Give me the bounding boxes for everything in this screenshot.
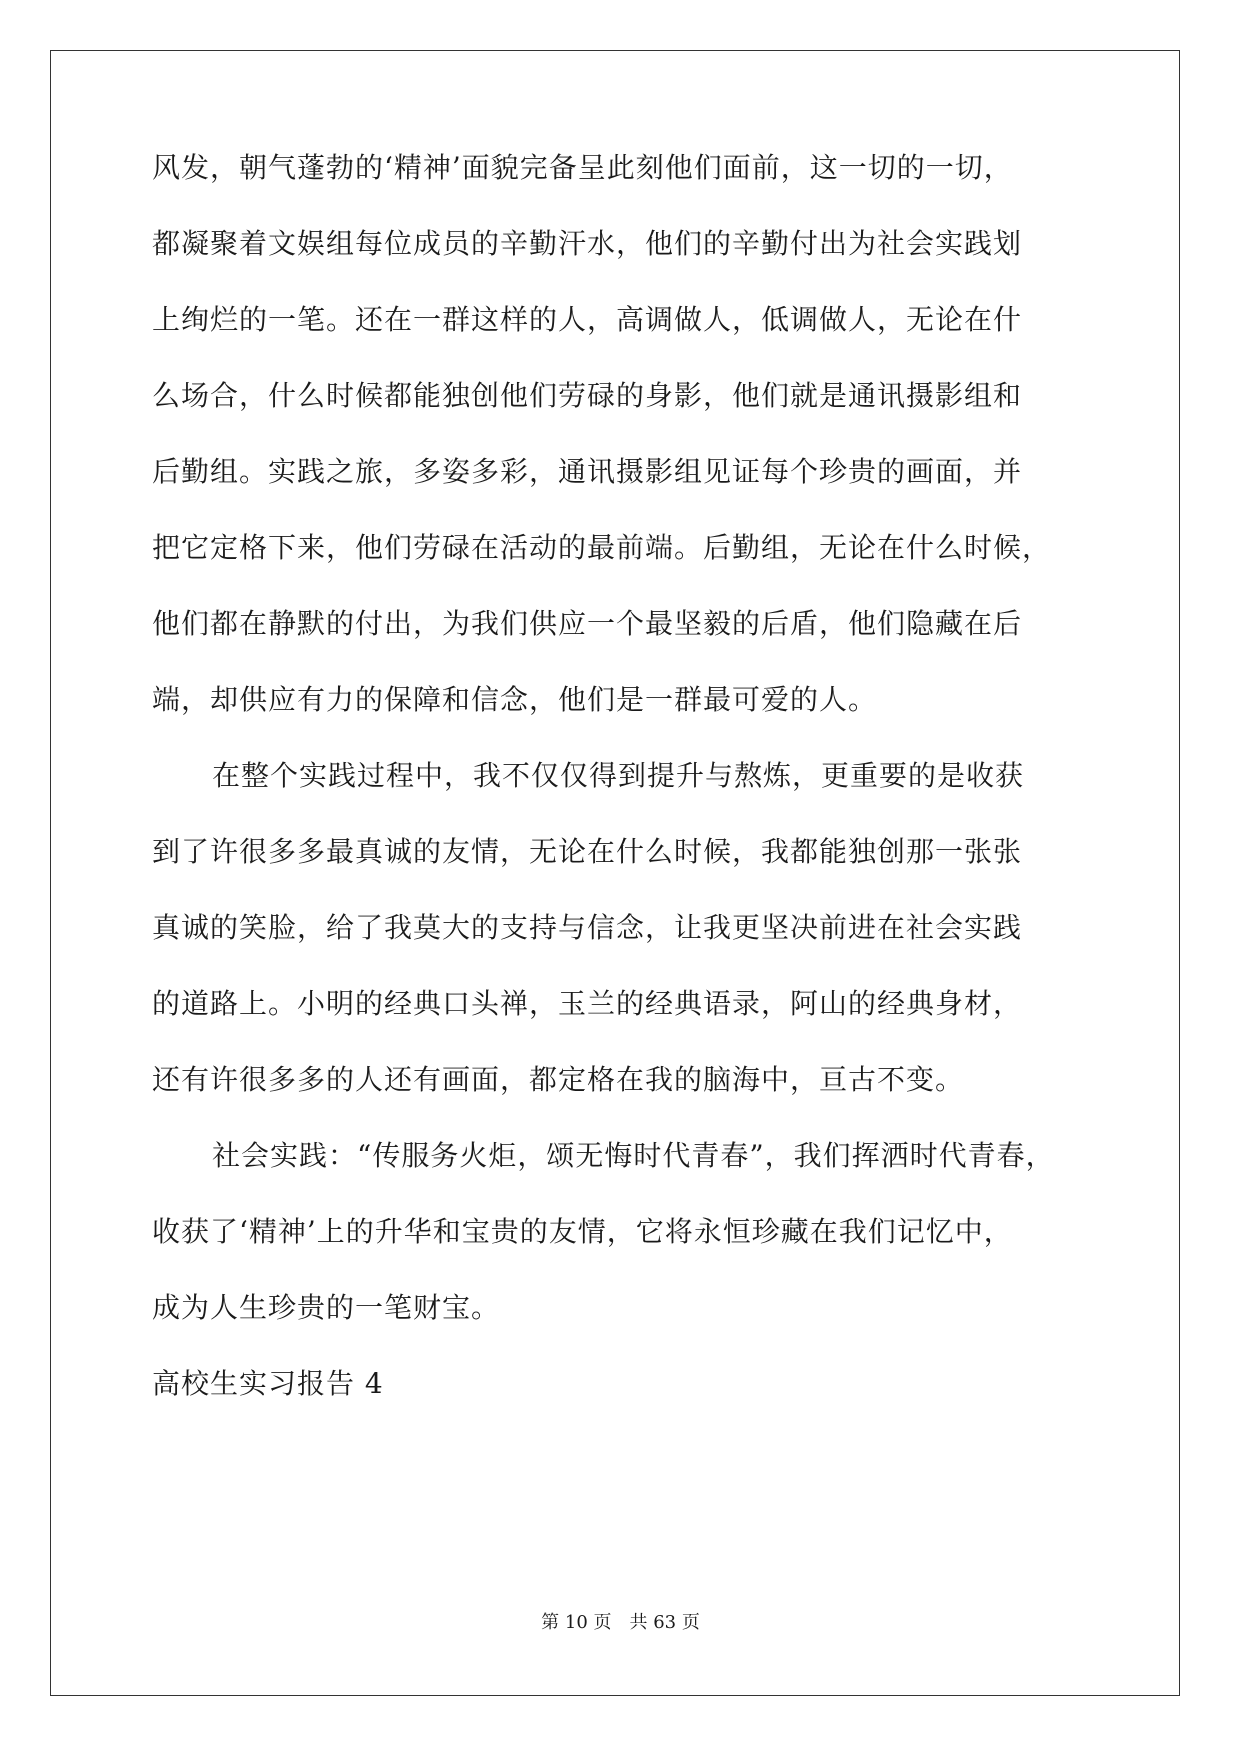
paragraph-line: 真诚的笑脸，给了我莫大的支持与信念，让我更坚决前进在社会实践 bbox=[152, 911, 1023, 944]
paragraph-line: 在整个实践过程中，我不仅仅得到提升与熬炼，更重要的是收获 bbox=[212, 759, 1025, 792]
paragraph-line: 收获了‘精神’上的升华和宝贵的友情，它将永恒珍藏在我们记忆中， bbox=[152, 1215, 1013, 1248]
paragraph-line: 都凝聚着文娱组每位成员的辛勤汗水，他们的辛勤付出为社会实践划 bbox=[152, 227, 1023, 260]
section-heading: 高校生实习报告 4 bbox=[152, 1367, 384, 1400]
page-border bbox=[50, 50, 1180, 1696]
paragraph-line: 他们都在静默的付出，为我们供应一个最坚毅的后盾，他们隐藏在后 bbox=[152, 607, 1023, 640]
page-total: 共 63 页 bbox=[629, 1612, 700, 1633]
page-number: 第 10 页 bbox=[541, 1612, 612, 1633]
paragraph-line: 端，却供应有力的保障和信念，他们是一群最可爱的人。 bbox=[152, 683, 878, 716]
page-footer bbox=[0, 1611, 1241, 1635]
paragraph-line: 社会实践：“传服务火炬，颂无悔时代青春”，我们挥洒时代青春， bbox=[212, 1139, 1055, 1172]
paragraph-line: 上绚烂的一笔。还在一群这样的人，高调做人，低调做人，无论在什 bbox=[152, 303, 1023, 336]
paragraph-line: 成为人生珍贵的一笔财宝。 bbox=[152, 1291, 501, 1324]
paragraph-line: 到了许很多多最真诚的友情，无论在什么时候，我都能独创那一张张 bbox=[152, 835, 1023, 868]
paragraph-line: 后勤组。实践之旅，多姿多彩，通讯摄影组见证每个珍贵的画面，并 bbox=[152, 455, 1023, 488]
paragraph-line: 的道路上。小明的经典口头禅，玉兰的经典语录，阿山的经典身材， bbox=[152, 987, 1023, 1020]
paragraph-line: 把它定格下来，他们劳碌在活动的最前端。后勤组，无论在什么时候， bbox=[152, 531, 1052, 564]
paragraph-line: 还有许很多多的人还有画面，都定格在我的脑海中，亘古不变。 bbox=[152, 1063, 965, 1096]
paragraph-line: 么场合，什么时候都能独创他们劳碌的身影，他们就是通讯摄影组和 bbox=[152, 379, 1023, 412]
paragraph-line: 风发，朝气蓬勃的‘精神’面貌完备呈此刻他们面前，这一切的一切， bbox=[152, 151, 1013, 184]
